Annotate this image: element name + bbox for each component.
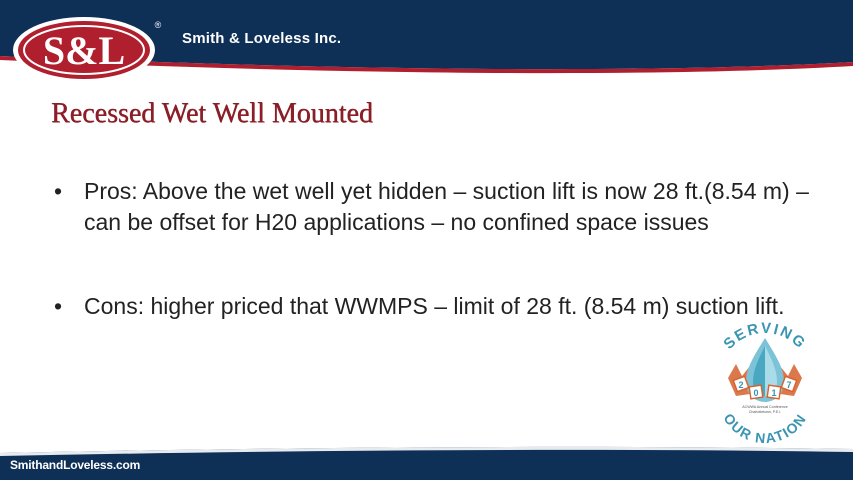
company-logo[interactable]: [12, 14, 164, 84]
badge-year-digit: 7: [786, 380, 792, 390]
badge-caption-line2: Charlottetown, P.E.I.: [748, 410, 782, 414]
badge-caption-line1: ACWWA Annual Conference: [742, 405, 788, 409]
badge-bottom-text: OUR NATION: [720, 410, 810, 444]
list-item: [52, 176, 822, 238]
slide-title: Recessed Wet Well Mounted: [51, 98, 373, 129]
bullet-text-pros: Pros: Above the wet well yet hidden – suction lift is now 28 ft.(8.54 m) – can be offset for H20 applications – no confined space issues: [84, 178, 809, 235]
bullet-list: [52, 176, 822, 322]
trademark-symbol: ®: [154, 20, 162, 30]
company-name: Smith & Loveless Inc.: [182, 30, 342, 47]
logo-text: S&L: [42, 28, 126, 73]
badge-year-digit: 2: [738, 380, 744, 390]
bullet-text-cons: Cons: higher priced that WWMPS – limit of 28 ft. (8.54 m) suction lift.: [84, 293, 785, 319]
bullet-icon: •: [54, 293, 63, 319]
conference-badge: [706, 316, 824, 444]
badge-year-digit: 0: [753, 388, 759, 398]
bullet-icon: •: [54, 178, 63, 204]
badge-top-text: SERVING: [720, 319, 810, 353]
footer-website-link[interactable]: SmithandLoveless.com: [10, 458, 141, 472]
badge-year-digit: 1: [771, 388, 777, 398]
